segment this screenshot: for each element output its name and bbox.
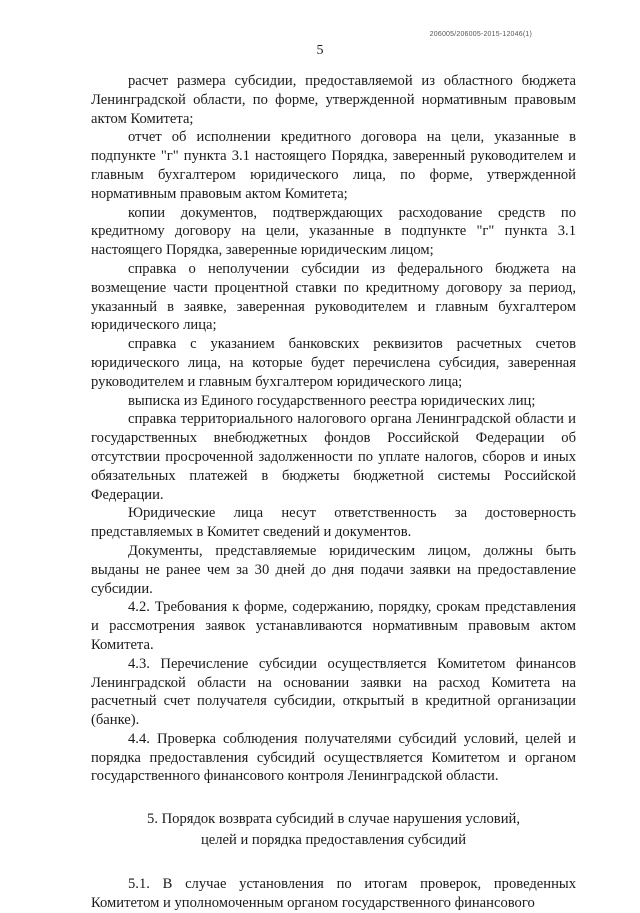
paragraph-subsidy-calculation: расчет размера субсидии, предоставляемой из областного бюджета Ленинградской области, по форме, утвержденной нормативным правовым актом Комитета; <box>91 73 576 127</box>
paragraph-4-2: 4.2. Требования к форме, содержанию, порядку, срокам представления и рассмотрения заявок устанавливаются нормативным правовым актом Комитета. <box>91 599 576 653</box>
paragraph-4-4: 4.4. Проверка соблюдения получателями субсидий условий, целей и порядка предоставления субсидий осуществляется Комитетом и органом государственного финансового контроля Ленинградской области. <box>91 730 576 785</box>
paragraph-5-1: 5.1. В случае установления по итогам проверок, проведенных Комитетом и уполномоченным органом государственного финансового <box>91 876 576 912</box>
document-body <box>91 72 576 913</box>
section-5-title-line-2: целей и порядка предоставления субсидий <box>200 832 467 849</box>
paragraph-responsibility: Юридические лица несут ответственность за достоверность представляемых в Комитет сведений и документов. <box>91 505 576 541</box>
paragraph-4-3: 4.3. Перечисление субсидии осуществляется Комитетом финансов Ленинградской области на основании заявки на расход Комитета на расчетный счет получателя субсидии, открытый в кредитной организации (банке). <box>91 655 576 729</box>
page-number: 5 <box>316 43 324 58</box>
paragraph-loan-report: отчет об исполнении кредитного договора на цели, указанные в подпункте "г" пункта 3.1 настоящего Порядка, заверенный руководителем и главным бухгалтером юридического лица, по форме, утвержденной нормативным правовым актом Комитета; <box>91 129 576 202</box>
paragraph-federal-subsidy-certificate: справка о неполучении субсидии из федерального бюджета на возмещение части процентной ставки по кредитному договору за период, указанный в заявке, заверенная руководителем и главным бухгалтером юридического лица; <box>91 260 576 334</box>
paragraph-document-validity: Документы, представляемые юридическим лицом, должны быть выданы не ранее чем за 30 дней до дня подачи заявки на предоставление субсидии. <box>91 542 576 597</box>
section-5-title <box>91 809 576 851</box>
paragraph-registry-extract: выписка из Единого государственного реестра юридических лиц; <box>128 392 536 409</box>
section-5-title-line-1: 5. Порядок возврата субсидий в случае нарушения условий, <box>147 811 520 828</box>
paragraph-bank-details-certificate: справка с указанием банковских реквизитов расчетных счетов юридического лица, на которые будет перечислена субсидия, заверенная руководителем и главным бухгалтером юридического лица; <box>91 336 576 390</box>
document-id: 206005/206005-2015-12046(1) <box>429 31 532 38</box>
paragraph-tax-certificate: справка территориального налогового органа Ленинградской области и государственных внебюджетных фондов Российской Федерации об отсутствии просроченной задолженности по уплате налогов, сборов и иных обязательных платежей в бюджеты бюджетной системы Российской Федерации. <box>91 411 576 503</box>
paragraph-document-copies: копии документов, подтверждающих расходование средств по кредитному договору на цели, указанные в подпункте "г" пункта 3.1 настоящего Порядка, заверенные юридическим лицом; <box>91 204 576 259</box>
